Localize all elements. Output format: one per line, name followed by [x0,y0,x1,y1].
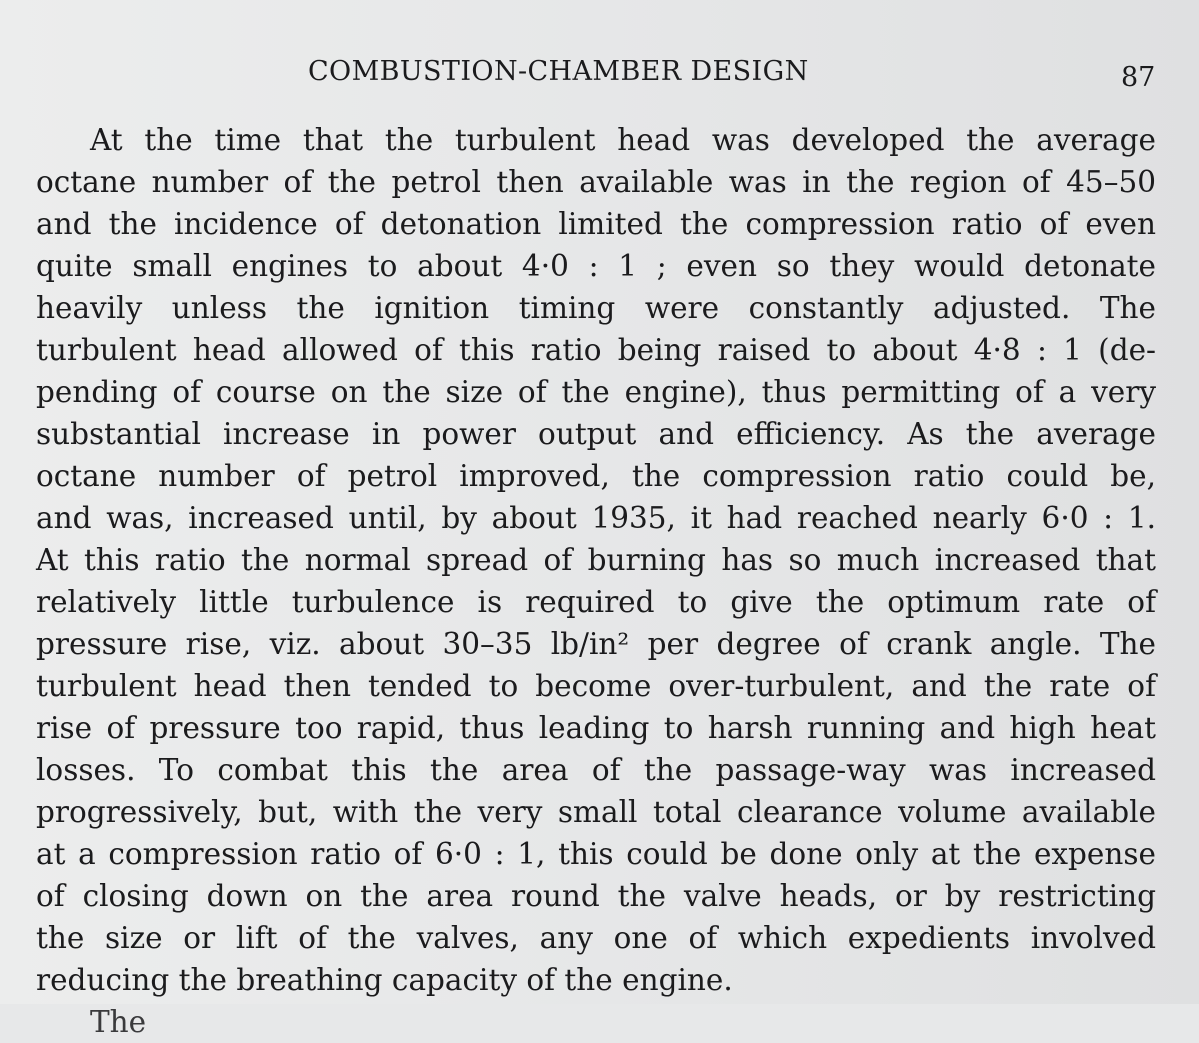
text-line: progressively, but, with the very small total clearance volume available [36,795,1156,829]
text-line-cut-off: The [90,1005,147,1039]
text-line: quite small engines to about 4·0 : 1 ; even so they would detonate [36,249,1156,283]
text-line: octane number of the petrol then available was in the region of 45–50 [36,165,1156,199]
text-line: and the incidence of detonation limited the compression ratio of even [36,207,1156,241]
text-line: turbulent head then tended to become over-turbulent, and the rate of [36,669,1156,703]
text-line: pending of course on the size of the engine), thus permitting of a very [36,375,1156,409]
text-line: losses. To combat this the area of the passage-way was increased [36,753,1156,787]
text-line: At the time that the turbulent head was developed the average [90,123,1156,157]
text-line: pressure rise, viz. about 30–35 lb/in² per degree of crank angle. The [36,627,1156,661]
text-line: rise of pressure too rapid, thus leading to harsh running and high heat [36,711,1156,745]
text-line: the size or lift of the valves, any one of which expedients involved [36,921,1156,955]
text-line: At this ratio the normal spread of burning has so much increased that [36,543,1156,577]
text-line: relatively little turbulence is required to give the optimum rate of [36,585,1156,619]
text-line: octane number of petrol improved, the compression ratio could be, [36,459,1156,493]
text-line: substantial increase in power output and efficiency. As the average [36,417,1156,451]
body-paragraph [36,119,1156,1039]
running-title: COMBUSTION-CHAMBER DESIGN [308,56,809,87]
text-line: turbulent head allowed of this ratio being raised to about 4·8 : 1 (de- [36,333,1156,367]
page-number: 87 [1121,62,1156,93]
text-line: heavily unless the ignition timing were constantly adjusted. The [36,291,1156,325]
text-line: at a compression ratio of 6·0 : 1, this could be done only at the expense [36,837,1156,871]
text-line-last: reducing the breathing capacity of the engine. [36,963,733,997]
page-header [0,56,1199,92]
text-line: and was, increased until, by about 1935, it had reached nearly 6·0 : 1. [36,501,1156,535]
text-line: of closing down on the area round the valve heads, or by restricting [36,879,1156,913]
